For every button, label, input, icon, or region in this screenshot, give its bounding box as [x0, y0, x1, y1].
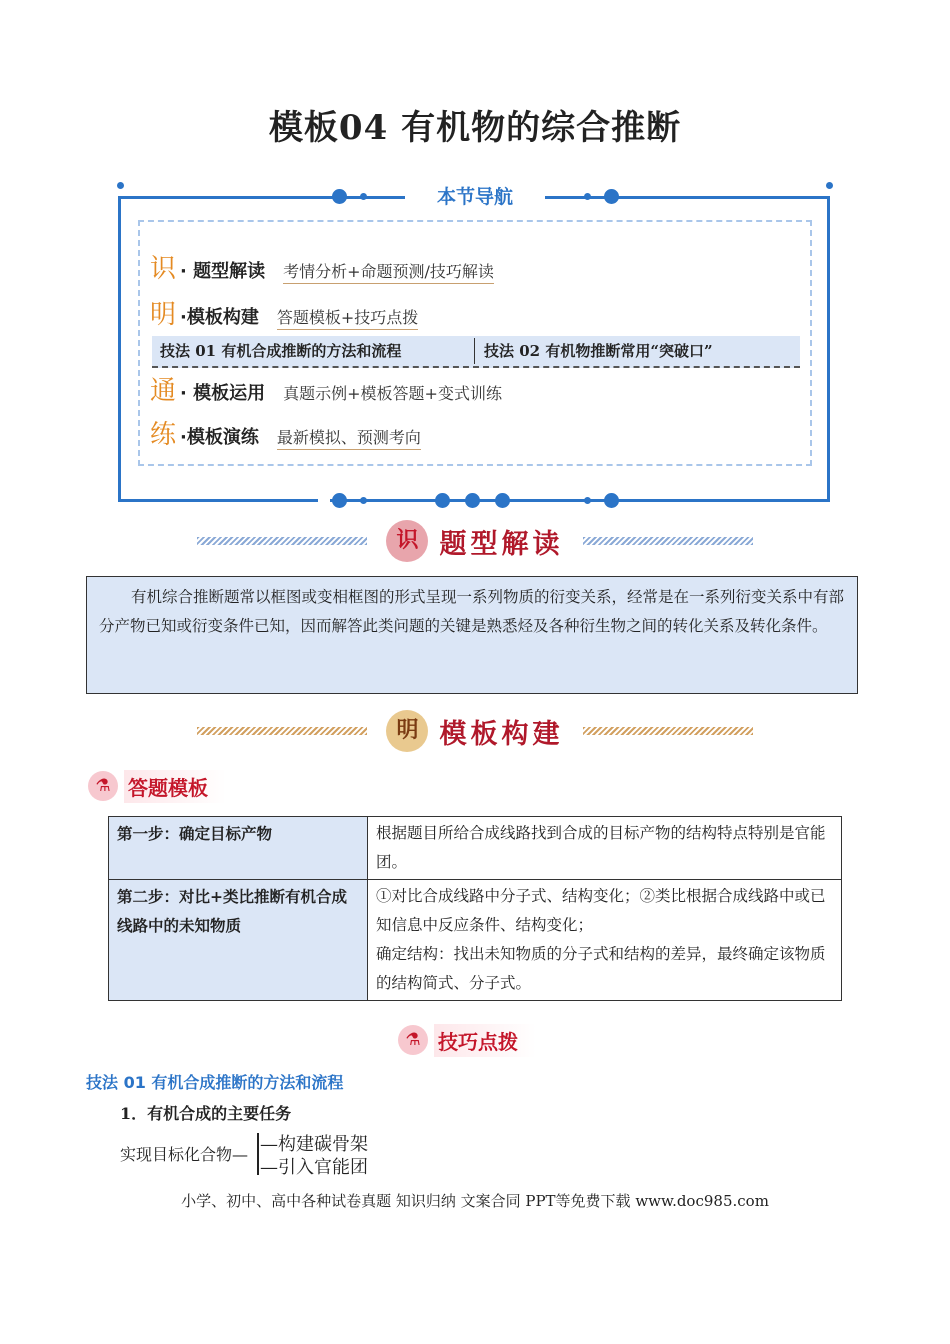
- step-content: 根据题目所给合成线路找到合成的目标产物的结构特点特别是官能团。: [368, 817, 842, 880]
- section-banner-2: [0, 710, 950, 752]
- section-badge: 识: [386, 520, 428, 562]
- nav-row-2: [150, 294, 418, 331]
- diagram-bracket: [257, 1133, 259, 1175]
- nav-row-3: [150, 370, 502, 407]
- diagram-left: 实现目标化合物—: [120, 1145, 249, 1164]
- nav-char: 明: [150, 300, 177, 330]
- deco-dot: [360, 193, 367, 200]
- tech-separator: [474, 338, 475, 364]
- nav-desc: 答题模板+技巧点拨: [277, 305, 418, 330]
- deco-dot: [332, 189, 347, 204]
- page-title: 模板04 有机物的综合推断: [268, 108, 682, 148]
- nav-char: 通: [150, 376, 177, 406]
- deco-dot: [604, 189, 619, 204]
- deco-dot: [604, 493, 619, 508]
- nav-desc: 考情分析+命题预测/技巧解读: [283, 259, 494, 284]
- nav-row-4: [150, 414, 421, 451]
- banner-stripe: [197, 537, 367, 545]
- corner-dot: [117, 182, 124, 189]
- deco-dot: [465, 493, 480, 508]
- tech-bar: [152, 336, 800, 368]
- deco-dot: [495, 493, 510, 508]
- tips-header: [398, 1022, 536, 1058]
- tech-01: 技法 01 有机合成推断的方法和流程: [160, 342, 402, 360]
- nav-label: ·模板构建: [180, 307, 259, 328]
- diagram-branch-2: —引入官能团: [260, 1157, 368, 1178]
- step-label: 第二步：对比+类比推断有机合成线路中的未知物质: [109, 880, 368, 1001]
- answer-template-label: 答题模板: [124, 770, 226, 803]
- step-label: 第一步：确定目标产物: [109, 817, 368, 880]
- deco-dot: [435, 493, 450, 508]
- nav-label: · 模板运用: [180, 383, 266, 404]
- flask-icon: ⚗: [88, 771, 118, 801]
- flask-icon: ⚗: [398, 1025, 428, 1055]
- method-item: 1．有机合成的主要任务: [120, 1104, 292, 1123]
- banner-stripe: [583, 537, 753, 545]
- table-row: [109, 880, 842, 1001]
- banner-stripe: [197, 727, 367, 735]
- nav-desc: 真题示例+模板答题+变式训练: [283, 384, 502, 403]
- section-badge: 明: [386, 710, 428, 752]
- deco-dot: [584, 193, 591, 200]
- nav-label: · 题型解读: [180, 261, 266, 282]
- nav-row-1: [150, 248, 494, 285]
- deco-dot: [332, 493, 347, 508]
- step-content: [368, 880, 842, 1001]
- tech-02: 技法 02 有机物推断常用“突破口”: [484, 342, 713, 360]
- tips-label: 技巧点拨: [434, 1024, 536, 1057]
- nav-label: ·模板演练: [180, 427, 259, 448]
- table-row: [109, 817, 842, 880]
- step-content-line: ①对比合成线路中分子式、结构变化；②类比根据合成线路中或已知信息中反应条件、结构变化；: [376, 887, 826, 934]
- deco-dot: [360, 497, 367, 504]
- nav-char: 识: [150, 254, 177, 284]
- answer-template-table: [108, 816, 842, 1001]
- method-heading: 技法 01 有机合成推断的方法和流程: [86, 1073, 344, 1092]
- diagram-branch-1: —构建碳骨架: [260, 1134, 368, 1155]
- section-banner-1: [0, 520, 950, 562]
- answer-template-header: [88, 768, 226, 804]
- nav-desc: 最新模拟、预测考向: [277, 425, 421, 450]
- page-footer: 小学、初中、高中各种试卷真题 知识归纳 文案合同 PPT等免费下载 www.doc985.com: [181, 1192, 769, 1210]
- nav-char: 练: [150, 420, 177, 450]
- step-content-line: 确定结构：找出未知物质的分子式和结构的差异，最终确定该物质的结构简式、分子式。: [376, 945, 826, 992]
- deco-dot: [584, 497, 591, 504]
- corner-dot: [826, 182, 833, 189]
- intro-box: 有机综合推断题常以框图或变相框图的形式呈现一系列物质的衍变关系，经常是在一系列衍变关系中有部分产物已知或衍变条件已知，因而解答此类问题的关键是熟悉烃及各种衍生物之间的转化关系及转化条件。: [86, 576, 858, 694]
- nav-heading: 本节导航: [405, 182, 545, 212]
- banner-stripe: [583, 727, 753, 735]
- section-title: 模板构建: [439, 718, 564, 750]
- section-title: 题型解读: [439, 528, 564, 560]
